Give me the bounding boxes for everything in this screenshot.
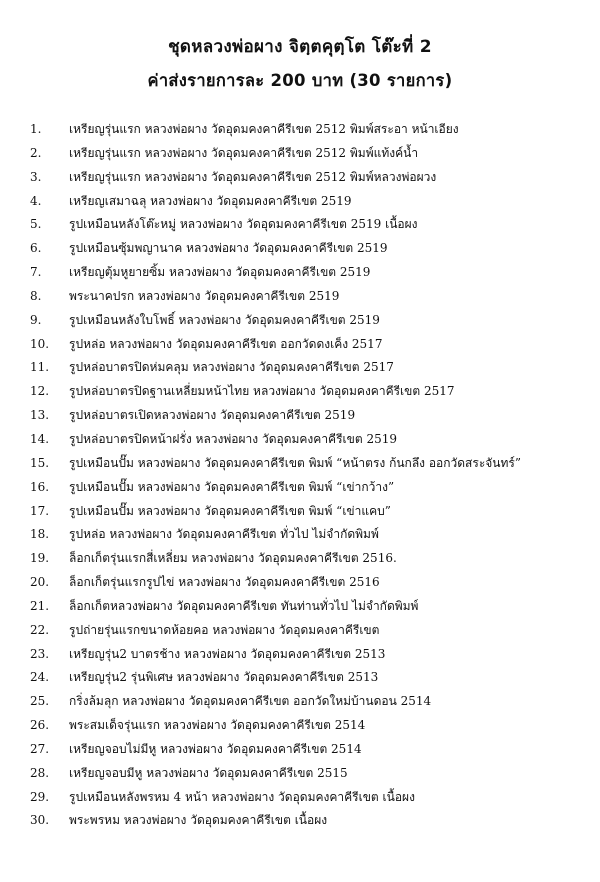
list-item-text: รูปหล่อบาตรเปิดหลวงพ่อผาง วัดอุดมคงคาคีรีเขต 2519 [69,408,356,423]
list-item [0,356,600,380]
amulet-list [0,118,600,833]
list-item-text: เหรียญรุ่นแรก หลวงพ่อผาง วัดอุดมคงคาคีรีเขต 2512 พิมพ์หลวงพ่อผวง [69,169,437,184]
list-item [0,166,600,190]
list-item-text: รูปเหมือนปั๊ม หลวงพ่อผาง วัดอุดมคงคาคีรีเขต พิมพ์ “เข่ากว้าง” [69,479,395,494]
list-item [0,380,600,404]
list-item-number: 15. [30,455,50,470]
list-item-text: รูปหล่อบาตรปิดห่มคลุม หลวงพ่อผาง วัดอุดมคงคาคีรีเขต 2517 [69,360,394,375]
list-item-number: 19. [30,551,50,566]
list-item-text: พระสมเด็จรุ่นแรก หลวงพ่อผาง วัดอุดมคงคาคีรีเขต 2514 [69,718,366,733]
list-item-text: เหรียญจอบมีหู หลวงพ่อผาง วัดอุดมคงคาคีรีเขต 2515 [69,765,348,780]
list-item-number: 17. [30,503,50,518]
list-item [0,285,600,309]
list-item [0,404,600,428]
list-item-number: 21. [30,598,50,613]
list-item-number: 30. [30,813,50,828]
list-item-number: 6. [30,241,42,256]
list-item-text: รูปหล่อบาตรปิดฐานเหลี่ยมหน้าไทย หลวงพ่อผาง วัดอุดมคงคาคีรีเขต 2517 [69,384,455,399]
list-item [0,500,600,524]
list-item [0,333,600,357]
document-title: ชุดหลวงพ่อผาง จิตฺตคุตฺโต โต๊ะที่ 2 [168,37,432,57]
list-item-number: 13. [30,408,50,423]
list-item-number: 7. [30,265,42,280]
list-item [0,190,600,214]
list-item [0,309,600,333]
list-item [0,118,600,142]
list-item-number: 1. [30,122,42,136]
list-item [0,738,600,762]
list-item [0,452,600,476]
list-item-number: 23. [30,646,50,661]
list-item-text: รูปเหมือนปั๊ม หลวงพ่อผาง วัดอุดมคงคาคีรีเขต พิมพ์ “เข่าแคบ” [69,503,391,518]
list-item [0,213,600,237]
list-item-text: รูปหล่อบาตรปิดหน้าฝรั่ง หลวงพ่อผาง วัดอุดมคงคาคีรีเขต 2519 [69,431,397,446]
list-item-text: รูปเหมือนหลังโต๊ะหมู่ หลวงพ่อผาง วัดอุดมคงคาคีรีเขต 2519 เนื้อผง [69,217,418,232]
list-item-number: 3. [30,169,42,184]
list-item-number: 10. [30,336,50,351]
list-item-text: เหรียญรุ่นแรก หลวงพ่อผาง วัดอุดมคงคาคีรีเขต 2512 พิมพ์แท้งค์น้ำ [69,145,419,160]
list-item-number: 22. [30,622,50,637]
list-item-text: พระพรหม หลวงพ่อผาง วัดอุดมคงคาคีรีเขต เนื้อผง [69,813,328,828]
list-item [0,619,600,643]
list-item [0,714,600,738]
list-item-text: รูปหล่อ หลวงพ่อผาง วัดอุดมคงคาคีรีเขต ออกวัดดงเค็ง 2517 [69,336,383,351]
list-item-number: 8. [30,288,42,303]
list-item [0,476,600,500]
list-item-text: ล็อกเก็ตหลวงพ่อผาง วัดอุดมคงคาคีรีเขต ทันท่านทั่วไป ไม่จำกัดพิมพ์ [69,598,419,613]
list-item-number: 11. [30,360,50,375]
list-item-text: กริ่งล้มลุก หลวงพ่อผาง วัดอุดมคงคาคีรีเขต ออกวัดใหม่บ้านดอน 2514 [69,694,432,709]
list-item [0,261,600,285]
list-item-text: รูปถ่ายรุ่นแรกขนาดห้อยคอ หลวงพ่อผาง วัดอุดมคงคาคีรีเขต [69,622,380,637]
list-item-number: 4. [30,193,42,208]
list-item-number: 24. [30,670,50,685]
list-item-number: 9. [30,312,42,327]
list-item-number: 16. [30,479,50,494]
list-item [0,547,600,571]
list-item [0,666,600,690]
list-item-text: เหรียญรุ่น2 รุ่นพิเศษ หลวงพ่อผาง วัดอุดมคงคาคีรีเขต 2513 [69,670,379,685]
list-item-number: 12. [30,384,50,399]
list-item-number: 27. [30,741,50,756]
list-item [0,809,600,833]
list-item-text: พระนาคปรก หลวงพ่อผาง วัดอุดมคงคาคีรีเขต 2519 [69,288,340,303]
list-item-number: 26. [30,718,50,733]
list-item-text: รูปเหมือนหลังพรหม 4 หน้า หลวงพ่อผาง วัดอุดมคงคาคีรีเขต เนื้อผง [69,789,415,804]
list-item [0,571,600,595]
list-item-text: เหรียญรุ่น2 บาตรช้าง หลวงพ่อผาง วัดอุดมคงคาคีรีเขต 2513 [69,646,386,661]
list-item-text: ล็อกเก็ตรุ่นแรกรูปไข่ หลวงพ่อผาง วัดอุดมคงคาคีรีเขต 2516 [69,575,380,590]
list-item-number: 29. [30,789,50,804]
list-item-number: 28. [30,765,50,780]
list-item [0,595,600,619]
document-subtitle: ค่าส่งรายการละ 200 บาท (30 รายการ) [147,71,453,90]
list-item-text: เหรียญรุ่นแรก หลวงพ่อผาง วัดอุดมคงคาคีรีเขต 2512 พิมพ์สระอา หน้าเอียง [69,122,459,136]
list-item-text: ล็อกเก็ตรุ่นแรกสี่เหลี่ยม หลวงพ่อผาง วัดอุดมคงคาคีรีเขต 2516. [69,551,397,566]
document-header [0,30,600,98]
list-item-number: 25. [30,694,50,709]
list-item [0,237,600,261]
list-item [0,428,600,452]
list-item-number: 20. [30,575,50,590]
list-item [0,690,600,714]
list-item [0,786,600,810]
list-item [0,142,600,166]
list-item [0,762,600,786]
list-item-text: เหรียญเสมาฉลุ หลวงพ่อผาง วัดอุดมคงคาคีรีเขต 2519 [69,193,352,208]
list-item-number: 2. [30,145,42,160]
list-item-text: เหรียญจอบไม่มีหู หลวงพ่อผาง วัดอุดมคงคาคีรีเขต 2514 [69,741,362,756]
list-item-text: รูปเหมือนหลังใบโพธิ์ หลวงพ่อผาง วัดอุดมคงคาคีรีเขต 2519 [69,312,380,327]
list-item-number: 5. [30,217,42,232]
list-item-number: 14. [30,431,50,446]
list-item-number: 18. [30,527,50,542]
list-item-text: เหรียญตุ้มหูยายซิ้ม หลวงพ่อผาง วัดอุดมคงคาคีรีเขต 2519 [69,265,371,280]
list-item [0,643,600,667]
list-item-text: รูปหล่อ หลวงพ่อผาง วัดอุดมคงคาคีรีเขต ทั่วไป ไม่จำกัดพิมพ์ [69,527,379,542]
list-item-text: รูปเหมือนปั๊ม หลวงพ่อผาง วัดอุดมคงคาคีรีเขต พิมพ์ “หน้าตรง ก้นกลึง ออกวัดสระจันทร์” [69,455,521,470]
list-item [0,523,600,547]
list-item-text: รูปเหมือนซุ้มพญานาค หลวงพ่อผาง วัดอุดมคงคาคีรีเขต 2519 [69,241,388,256]
